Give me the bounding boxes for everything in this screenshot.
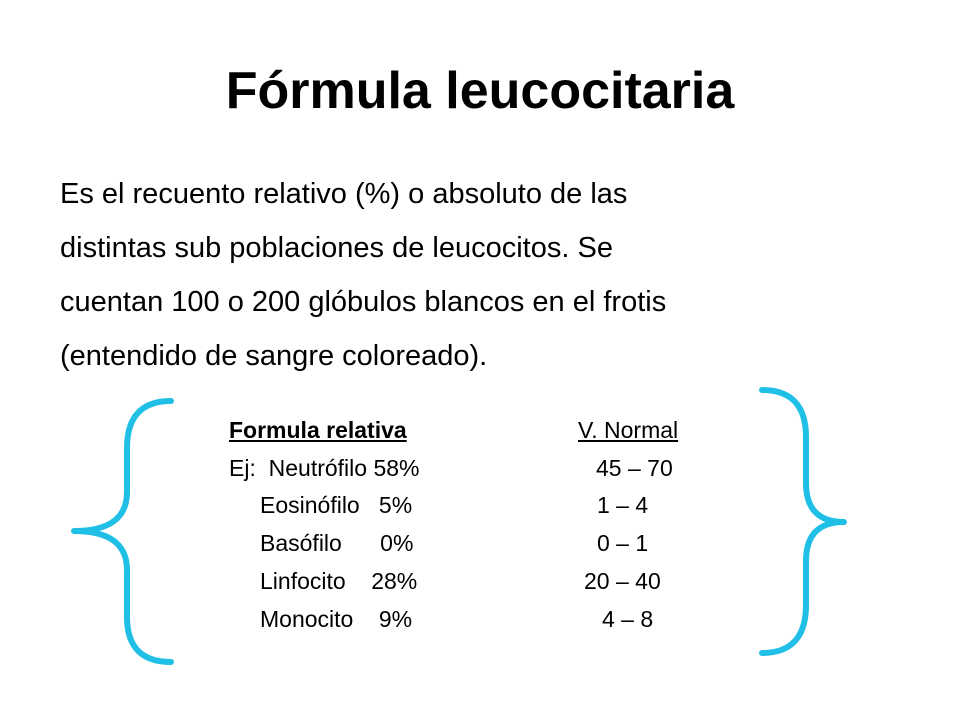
row-eosinofilo-normal: 1 – 4	[597, 492, 649, 518]
row-eosinofilo-label: Eosinófilo 5%	[260, 492, 413, 518]
row-neutrofilo-label: Ej: Neutrófilo 58%	[229, 455, 420, 481]
slide-title: Fórmula leucocitaria	[225, 62, 735, 120]
right-curly-brace	[762, 390, 844, 653]
paragraph-line-2: distintas sub poblaciones de leucocitos. Se	[60, 232, 613, 264]
left-curly-brace	[74, 401, 171, 662]
table-header-normal-value: V. Normal	[578, 417, 679, 443]
row-basofilo-normal: 0 – 1	[597, 530, 649, 556]
row-linfocito-label: Linfocito 28%	[260, 568, 418, 594]
row-monocito-normal: 4 – 8	[602, 606, 654, 632]
row-monocito-label: Monocito 9%	[260, 606, 413, 632]
table-header-formula: Formula relativa	[229, 417, 407, 443]
row-neutrofilo-normal: 45 – 70	[596, 455, 673, 481]
paragraph-line-4: (entendido de sangre coloreado).	[60, 340, 488, 372]
paragraph-line-1: Es el recuento relativo (%) o absoluto de las	[60, 178, 628, 210]
row-basofilo-label: Basófilo 0%	[260, 530, 414, 556]
paragraph-line-3: cuentan 100 o 200 glóbulos blancos en el frotis	[60, 286, 667, 318]
row-linfocito-normal: 20 – 40	[584, 568, 661, 594]
